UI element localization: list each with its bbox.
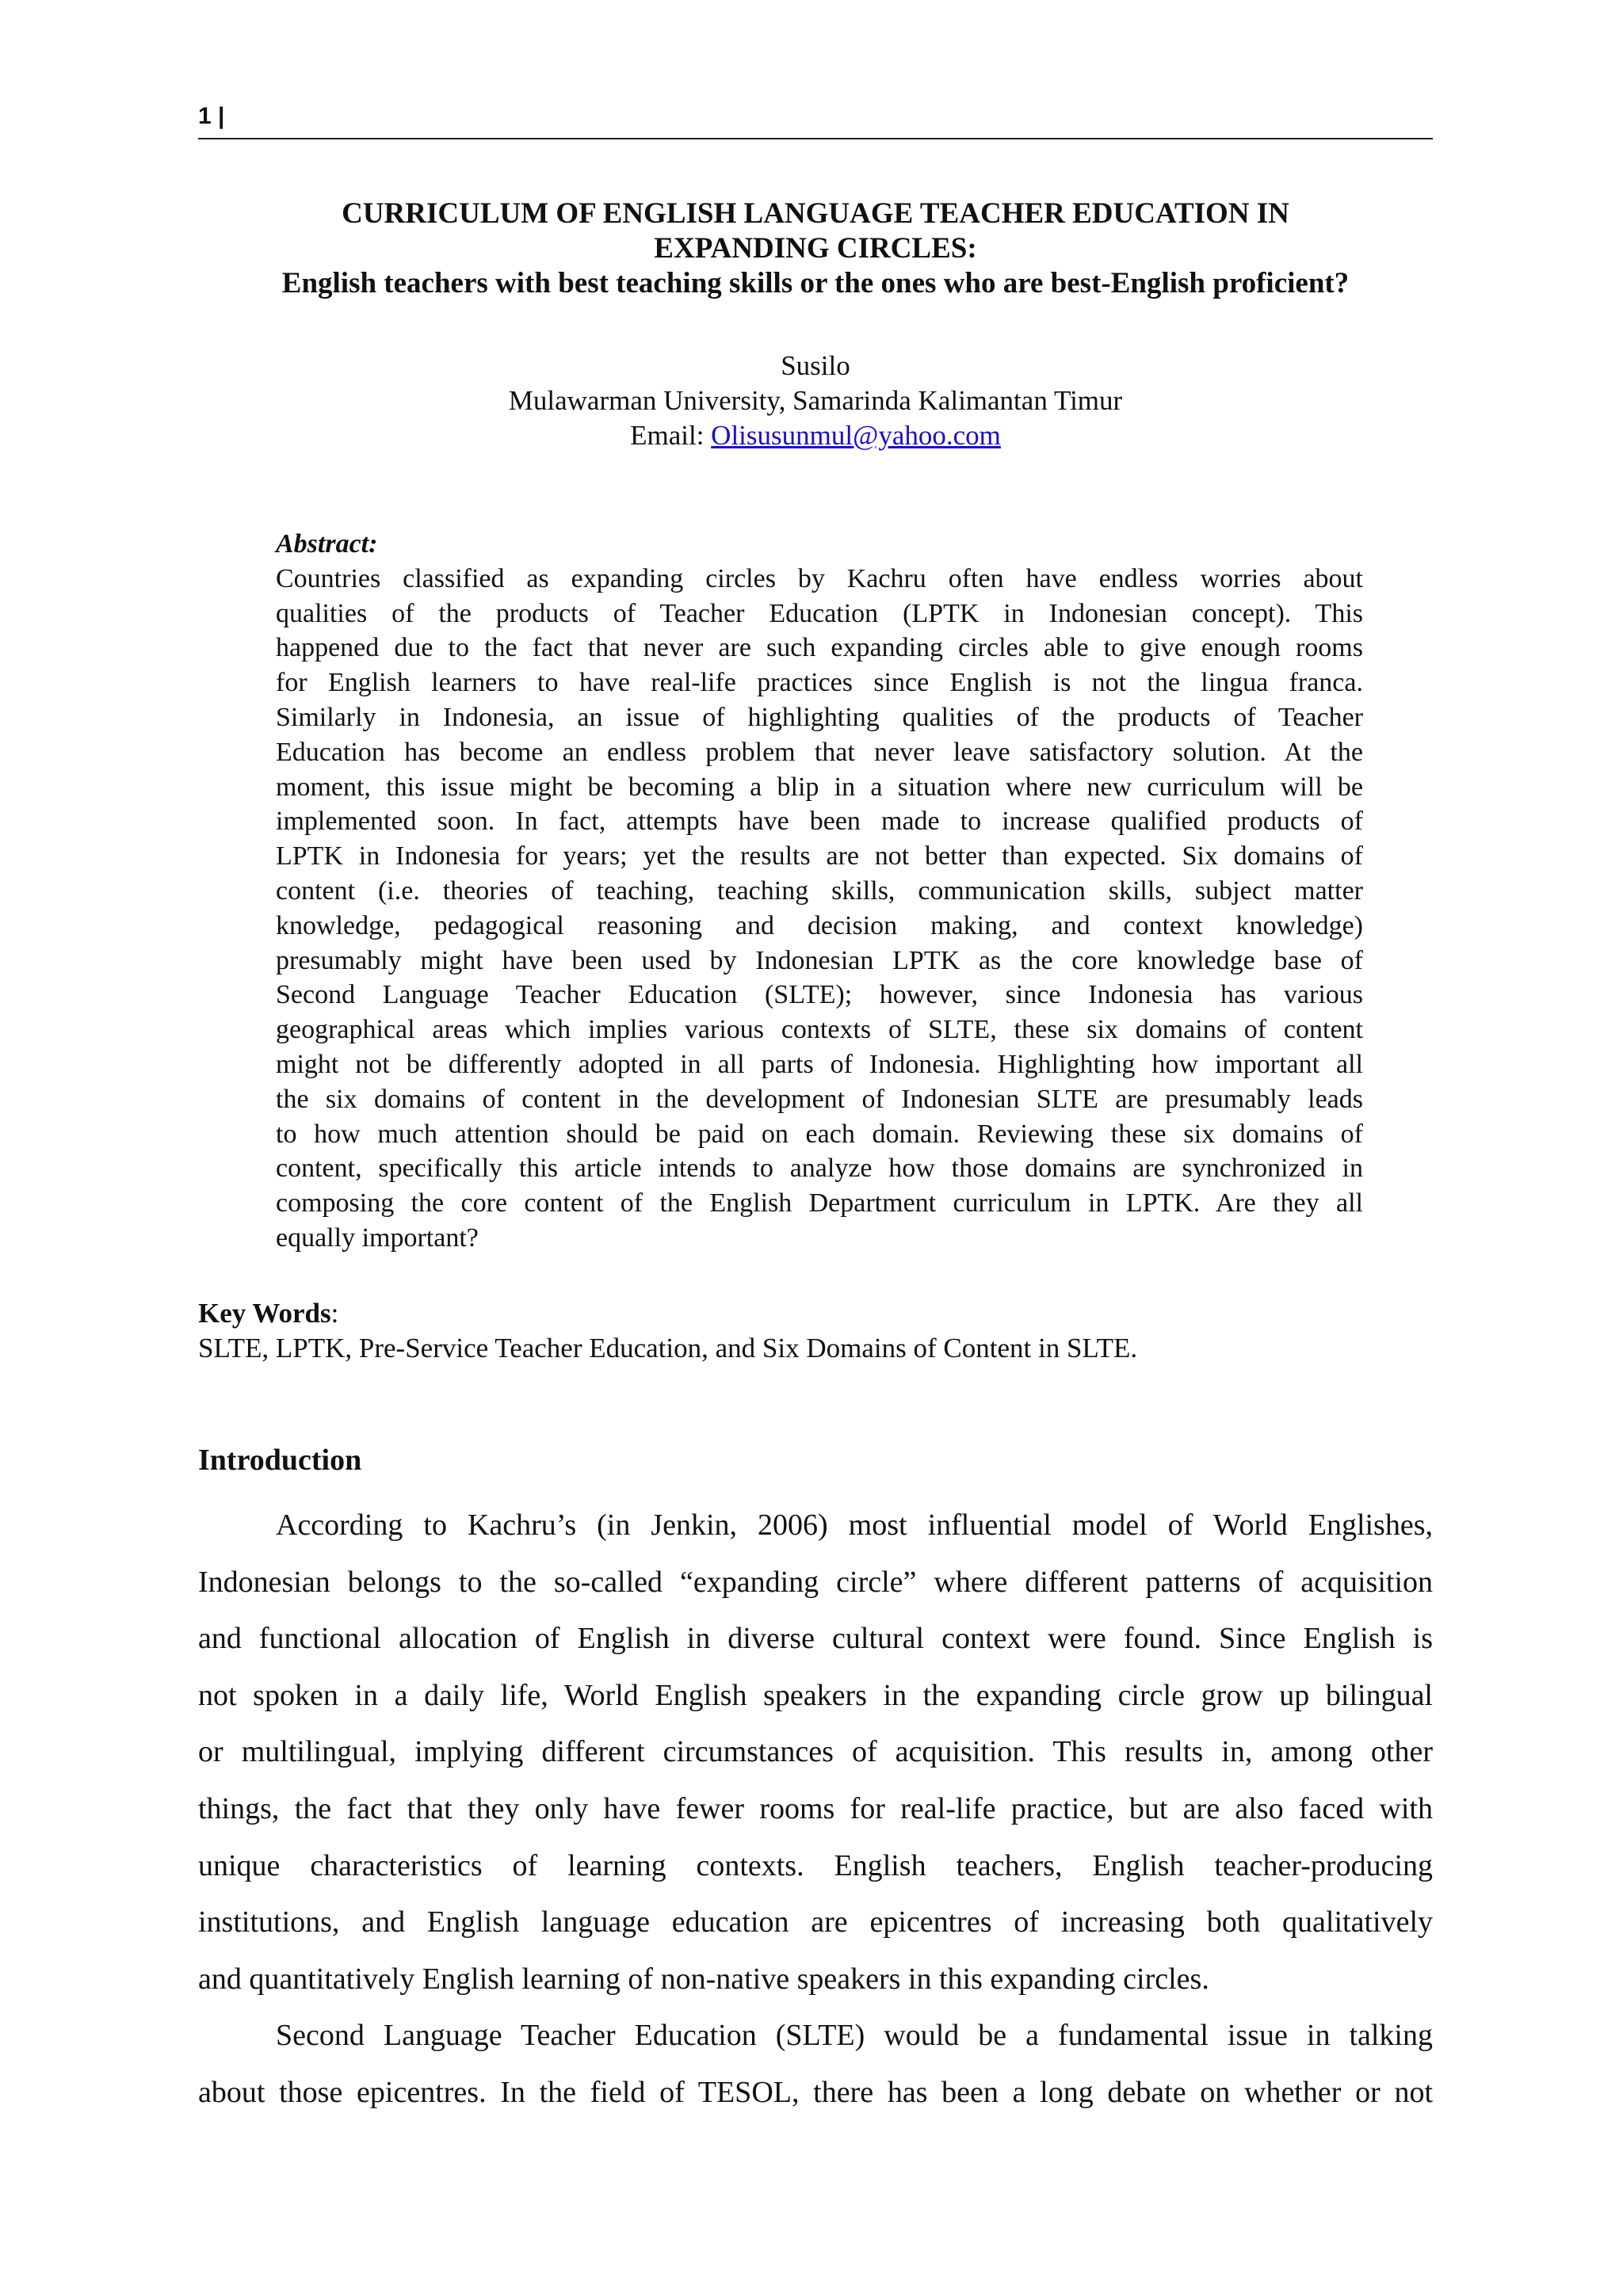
introduction-body [198, 1497, 1433, 2122]
title-line-1: CURRICULUM OF ENGLISH LANGUAGE TEACHER EDUCATION IN [342, 197, 1289, 230]
abstract-line: might not be differently adopted in all parts of Indonesia. Highlighting how important all [276, 1049, 1363, 1079]
paper-title [198, 196, 1433, 301]
keywords-heading [198, 1296, 1433, 1331]
abstract-line: knowledge, pedagogical reasoning and decision making, and context knowledge) [276, 910, 1363, 940]
email-link[interactable]: Olisusunmul@yahoo.com [711, 420, 1001, 451]
author-affiliation: Mulawarman University, Samarinda Kalimantan Timur [508, 385, 1123, 416]
title-line-2: EXPANDING CIRCLES: [654, 232, 977, 265]
body-line: Second Language Teacher Education (SLTE) would be a fundamental issue in talking [276, 2019, 1433, 2053]
abstract-heading: Abstract: [276, 529, 378, 559]
abstract-line: happened due to the fact that never are such expanding circles able to give enough rooms [276, 633, 1363, 663]
abstract-line: moment, this issue might be becoming a blip in a situation where new curriculum will be [276, 772, 1363, 802]
keywords-text: SLTE, LPTK, Pre-Service Teacher Education, and Six Domains of Content in SLTE. [198, 1333, 1138, 1363]
abstract-line: Countries classified as expanding circles by Kachru often have endless worries about [276, 563, 1363, 593]
abstract-text [276, 562, 1363, 1256]
abstract-section [276, 527, 1363, 1256]
author-name: Susilo [781, 350, 850, 381]
keywords-colon: : [330, 1298, 339, 1329]
body-line: and functional allocation of English in diverse cultural context were found. Since English is [198, 1622, 1433, 1656]
page-header [198, 98, 1433, 139]
body-line: According to Kachru’s (in Jenkin, 2006) most influential model of World Englishes, [276, 1508, 1433, 1542]
introduction-heading: Introduction [198, 1444, 362, 1477]
body-line: not spoken in a daily life, World English speakers in the expanding circle grow up bilingual [198, 1678, 1433, 1712]
abstract-line: equally important? [276, 1222, 479, 1253]
body-line: unique characteristics of learning contexts. English teachers, English teacher-producing [198, 1848, 1433, 1882]
abstract-line: presumably might have been used by Indonesian LPTK as the core knowledge base of [276, 945, 1363, 975]
abstract-line: for English learners to have real-life practices since English is not the lingua franca. [276, 668, 1363, 698]
author-block [198, 349, 1433, 453]
abstract-line: composing the core content of the English Department curriculum in LPTK. Are they all [276, 1188, 1363, 1219]
abstract-line: Education has become an endless problem that never leave satisfactory solution. At the [276, 737, 1363, 767]
body-line: Indonesian belongs to the so-called “expanding circle” where different patterns of acquisition [198, 1565, 1433, 1599]
abstract-line: geographical areas which implies various contexts of SLTE, these six domains of content [276, 1015, 1363, 1045]
abstract-line: Similarly in Indonesia, an issue of highlighting qualities of the products of Teacher [276, 702, 1363, 732]
abstract-line: LPTK in Indonesia for years; yet the results are not better than expected. Six domains of [276, 841, 1363, 871]
body-line: about those epicentres. In the field of TESOL, there has been a long debate on whether or not [198, 2075, 1433, 2109]
abstract-line: content (i.e. theories of teaching, teaching skills, communication skills, subject matter [276, 875, 1363, 906]
abstract-line: Second Language Teacher Education (SLTE); however, since Indonesia has various [276, 980, 1363, 1010]
body-line: and quantitatively English learning of non-native speakers in this expanding circles. [198, 1962, 1209, 1996]
email-label: Email: [630, 420, 712, 451]
page-number: 1 | [198, 103, 225, 129]
paper-subtitle: English teachers with best teaching skills or the ones who are best-English proficient? [281, 267, 1350, 299]
abstract-line: implemented soon. In fact, attempts have been made to increase qualified products of [276, 807, 1363, 837]
body-line: or multilingual, implying different circumstances of acquisition. This results in, among other [198, 1735, 1433, 1769]
keywords-section [198, 1296, 1433, 1366]
abstract-line: the six domains of content in the development of Indonesian SLTE are presumably leads [276, 1084, 1363, 1114]
body-line: institutions, and English language education are epicentres of increasing both qualitatively [198, 1905, 1433, 1939]
author-email-line [198, 418, 1433, 453]
abstract-line: qualities of the products of Teacher Education (LPTK in Indonesian concept). This [276, 598, 1363, 628]
body-line: things, the fact that they only have fewer rooms for real-life practice, but are also faced with [198, 1791, 1433, 1825]
abstract-line: to how much attention should be paid on each domain. Reviewing these six domains of [276, 1119, 1363, 1149]
keywords-label: Key Words [198, 1298, 331, 1329]
abstract-line: content, specifically this article intends to analyze how those domains are synchronized in [276, 1154, 1363, 1184]
